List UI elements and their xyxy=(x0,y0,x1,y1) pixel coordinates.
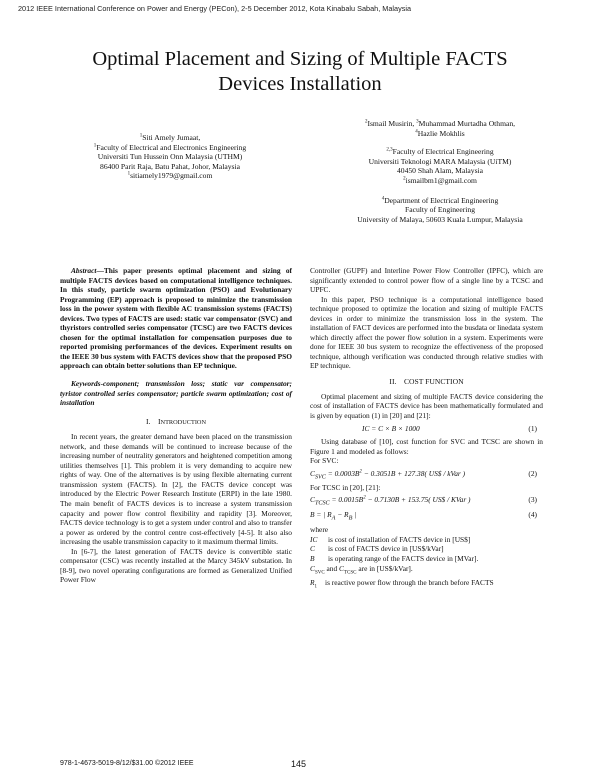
author-name: Siti Amely Jumaat, xyxy=(142,133,201,142)
for-tcsc-label: For TCSC in [20], [21]: xyxy=(310,482,381,492)
section-heading-cost: II. COST FUNCTION xyxy=(389,377,464,387)
equation-2: $C_{SVC} = 0.0003B^2 - 0.3051B + 127.38$( US$ / kVar ) (2) xyxy=(310,468,537,481)
cost-paragraph-1: Optimal placement and sizing of multiple FACTS device considering the cost of installation of FACTS device has been mathematically formulated and is given by equation (1) in [20] and [21]: xyxy=(310,391,543,420)
left-column xyxy=(60,266,292,585)
definition-row: $C_{SVC}$ and $C_{TCSC}$ are in [US$/kVar]. xyxy=(310,563,413,576)
where-label: where xyxy=(310,525,329,535)
footer-isbn: 978-1-4673-5019-8/12/$31.00 ©2012 IEEE xyxy=(60,760,194,767)
page-number: 145 xyxy=(291,759,307,769)
definition-row: B is operating range of the FACTS device in [MVar]. xyxy=(310,554,479,564)
paper-title xyxy=(40,47,560,97)
for-svc-label: For SVC: xyxy=(310,456,339,466)
right-column xyxy=(310,266,543,592)
author-univ-right: Universiti Teknologi MARA Malaysia (UiTM) xyxy=(368,156,512,166)
author-address: 86400 Parit Raja, Batu Pahat, Johor, Malaysia xyxy=(100,161,240,171)
author-block-left: $^1$Siti Amely Jumaat, $^1$Faculty of Electrical and Electronics Engineering Universiti Tun Hussein Onn Malaysia (UTHM) 86400 Parit Raja, Batu Pahat, Johor, Malaysia $^1$sitiamely1979@gmail.com xyxy=(60,133,280,181)
author-email: sitiamely1979@gmail.com xyxy=(130,171,213,181)
author-dept: Faculty of Electrical and Electronics Engineering xyxy=(96,142,247,152)
equation-1: IC = C × B × 1000 (1) xyxy=(362,424,537,434)
definition-row: $R_1$ is reactive power flow through the branch before FACTS xyxy=(310,577,494,590)
right-paragraph-2: In this paper, PSO technique is a computational intelligence based technique proposed to optimize the location and sizing of multiple FACTS devices in order to minimize the transmission loss in the system. The installation of FACT devices are performed into the busdata or linedata system which directly affect the power flow solution in a system. Experiments were done for IEEE 30 bus system to recognize the effectiveness of the proposed technique, although verification was conducted through relative studies with EP technique. xyxy=(310,294,543,371)
cost-paragraph-2: Using database of [10], cost function for SVC and TCSC are shown in Figure 1 and modeled as follows: xyxy=(310,437,543,456)
author-faculty-bottom: Faculty of Engineering xyxy=(404,205,475,215)
equation-4: B = | $R_A - R_B$ | (4) xyxy=(310,510,537,522)
author-univ: Universiti Tun Hussein Onn Malaysia (UTHM) xyxy=(97,152,243,162)
author-block-right: $^2$Ismail Musirin, $^3$Muhammad Murtadha Othman, $^4$Hazlie Mokhlis $^{2,3}$Faculty of Electrical Engineering Universiti Teknologi MARA Malaysia (UiTM) 40450 Shah Alam, Malaysia $^2$ismailbm1@gmail.com $^4$Department of Electrical Engineering Faculty of Engineering University of Malaya, 50603 Kuala Lumpur, Malaysia xyxy=(320,119,560,224)
right-paragraph-1: Controller (GUPF) and Interline Power Flow Controller (IPFC), which are significantly extended to control power flow of a single line by a TCSC and UPFC. xyxy=(310,266,543,295)
keywords: Keywords-component; transmission loss; static var compensator; tyristor controlled series compensator; particle swarm optimization; cost of installation xyxy=(60,379,292,408)
section-heading-intro: I. INTRODUCTION xyxy=(145,416,207,426)
definition-row: C is cost of FACTS device in [US$/kVar] xyxy=(310,544,444,554)
author-dept-bottom: Department of Electrical Engineering xyxy=(384,195,499,205)
intro-paragraph-2: In [6-7], the latest generation of FACTS device is convertible static compensator (CSC) was recently installed at the Marcy 345kV substation. In [8-9], two novel operating configurations are formed as Generalized Unified Power Flow xyxy=(60,546,292,585)
conference-header: 2012 IEEE International Conference on Power and Energy (PECon), 2-5 December 2012, Kota Kinabalu Sabah, Malaysia xyxy=(18,4,412,13)
author-dept-right: Faculty of Electrical Engineering xyxy=(392,147,494,157)
title-line-2: Devices Installation xyxy=(218,73,382,95)
author-address-right: 40450 Shah Alam, Malaysia xyxy=(396,166,484,176)
equation-3: $C_{TCSC} = 0.0015B^2 - 0.7130B + 153.75$( US$ / KVar ) (3) xyxy=(310,495,537,507)
intro-paragraph-1: In recent years, the greater demand have been placed on the transmission network, and these demands will be continued to increase because of the increasing number of neutrality generators and heightened competition among utilities themselves [1]. This problem it is very demanding to acquire new rights of way. One of the alternatives is by using flexible alternating current transmission system (FACTS). In [2], the FACTS device concept was introduced by the Electric Power Research Institute (ERPI) in the late 1980. The main benefit of FACTS devices is to increase a system transmission capacity and power flow control flexibility and rapidity [3]. Moreover, FACTS device technology is to get a system under control and also to transfer a power as ordered by the control centre cost-effectively [4-5]. It also also increasing the usable transmission capacity to it maximum thermal limits. xyxy=(60,432,292,547)
abstract: Abstract—This paper presents optimal placement and sizing of multiple FACTS devices based on computational intelligence techniques. In this study, particle swarm optimization (PSO) and Evolutionary Programming (EP) approach is proposed to minimize the transmission loss in the power system with flexible AC transmission systems (FACTS) devices. Two types of FACTS are used: static var compensator (SVC) and thyristors controlled series compensator (TCSC) are two FACTS devices chosen for the optimal installation for compensation purposes due to reported promising performances of the devices. Experiment results on the IEEE 30 bus system with FACTS devices show that the proposed PSO approach can obtain better solutions than EP technique. xyxy=(60,266,292,371)
author-email-right: ismailbm1@gmail.com xyxy=(405,175,477,185)
definition-row: IC is cost of installation of FACTS device in [US$] xyxy=(310,534,471,544)
author-univ-bottom: University of Malaya, 50603 Kuala Lumpur, Malaysia xyxy=(357,214,523,224)
title-line-1: Optimal Placement and Sizing of Multiple FACTS xyxy=(92,48,508,70)
